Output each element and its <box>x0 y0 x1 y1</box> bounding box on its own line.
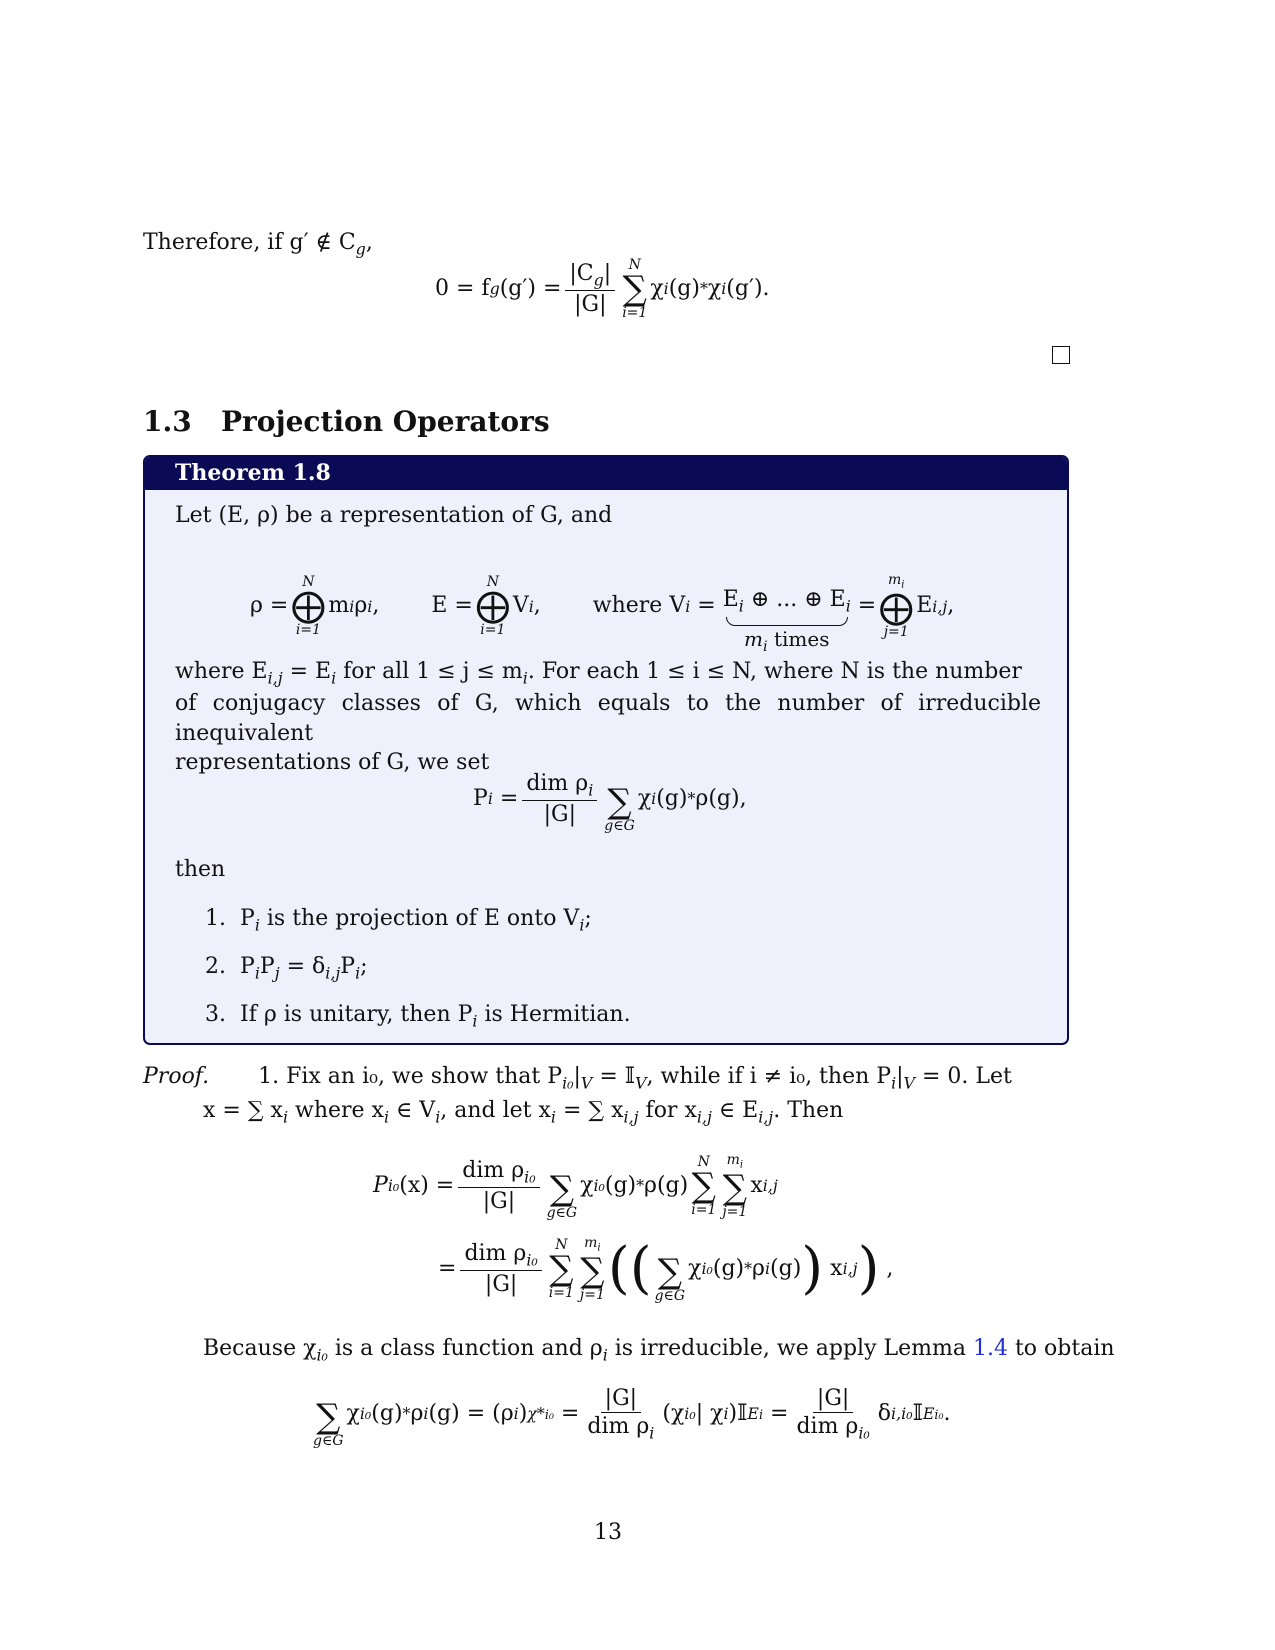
proof-line1: Proof. 1. Fix an i₀, we show that $P_{i_0}|_V$ = 𝕀$_V$, while if i ≠ i₀, then $P_i|_V = 0$. Let <box>143 1064 1012 1093</box>
theorem-item-1 <box>205 904 592 936</box>
eq1-body-rest: (g) <box>668 276 700 302</box>
brace-label: m <box>744 626 763 651</box>
eq1-body-end: (g′). <box>726 276 770 302</box>
proj-num: dim ρ <box>526 770 589 796</box>
theorem-then: then <box>175 857 226 882</box>
item-sub: i,j <box>325 963 341 983</box>
para-part: for all 1 ≤ j ≤ m <box>336 659 523 684</box>
proj-body-end: ρ(g), <box>695 786 747 812</box>
E-terms-sub: i <box>528 596 534 616</box>
proof-line2-end: . Then <box>773 1098 844 1123</box>
oplus-3: $m_i$ ⨁ j=1 <box>879 572 914 640</box>
item-sub: i <box>472 1011 478 1031</box>
intro-line: Therefore, if g′ ∉ $C_g$, <box>143 230 373 259</box>
oplus-1-top: N <box>302 574 315 591</box>
oplus-1-bot: i=1 <box>295 622 321 639</box>
proof-line1-rest: , while if i ≠ i₀, then P <box>646 1064 892 1089</box>
eq1-fraction: $\frac{|C_g|}{|G|}$ <box>565 260 615 319</box>
theorem-paragraph <box>175 657 1041 778</box>
qed-symbol <box>1052 346 1070 364</box>
oplus-2-top: N <box>486 574 499 591</box>
proof-line2-rest4: = ∑ x <box>562 1098 624 1123</box>
item-part: ; <box>584 906 592 931</box>
para-sub: i <box>522 668 528 688</box>
item-part: P <box>340 954 356 979</box>
item-part: is the projection of E onto V <box>259 906 580 931</box>
eq1-body-tail-sub: i <box>721 279 727 299</box>
item-part: = δ <box>279 954 326 979</box>
because-mid2: is irreducible, we apply Lemma <box>607 1336 973 1361</box>
proof-line2-rest3: , and let x <box>440 1098 551 1123</box>
theorem-header <box>145 457 1067 490</box>
proj-lhs-sub: i <box>487 789 493 809</box>
proj-sum: ∑ g∈G <box>604 782 635 834</box>
item-sub: i <box>355 963 361 983</box>
proof-equation-1: P i₀ (x) = $\frac{dim \rho_{i_0}}{|G|}$ ∑ g∈G χ i₀ (g) * ρ(g) N ∑ i=1 $m_i$ ∑ j=1 x i,j <box>373 1152 778 1221</box>
item-num: 2. <box>205 954 226 979</box>
underbrace <box>726 617 848 626</box>
page-number: 13 <box>594 1520 622 1545</box>
decomposition-equation: ρ = N ⨁ i=1 m i ρ i , E = N ⨁ i=1 V i , where V i = $E_i$ ⊕ ... ⊕ $E_i$ $m_i$ times = $m_i$ ⨁ j=1 E i,j , <box>250 555 954 657</box>
eq1-sum-bot: i=1 <box>622 305 648 321</box>
item-num: 1. <box>205 906 226 931</box>
final-term-sub: i,j <box>932 596 948 616</box>
E-terms: V <box>512 593 529 619</box>
rho-terms-rho-sub: i <box>367 596 373 616</box>
oplus-1: N ⨁ i=1 <box>291 574 326 639</box>
eq1-body: χ <box>650 276 664 302</box>
para-line: of conjugacy classes of G, which equals to the number of irreducible inequivalent <box>175 690 1041 746</box>
item-part: P <box>259 954 275 979</box>
section-title: Projection Operators <box>220 405 550 438</box>
theorem-line1: Let (E, ρ) be a representation of G, and <box>175 503 613 528</box>
eq1-lhs-arg: (g′) = <box>499 276 562 302</box>
para-part: = E <box>282 659 332 684</box>
because-mid: is a class function and ρ <box>327 1336 603 1361</box>
section-heading <box>143 403 550 441</box>
brace-label-end: times <box>773 626 830 651</box>
proj-body-sub: i <box>651 789 657 809</box>
proj-body: χ <box>637 786 652 812</box>
underbrace-group: $E_i$ ⊕ ... ⊕ $E_i$ $m_i$ times <box>722 587 851 655</box>
item-part: P <box>240 906 255 931</box>
item-sub: i <box>254 915 260 935</box>
proj-num-sub: i <box>588 780 594 800</box>
final-term: E <box>916 593 933 619</box>
proof-line1-text: 1. Fix an i₀, we show that P <box>258 1064 563 1089</box>
proof-line2-rest: where x <box>295 1098 384 1123</box>
intro-sub: g <box>355 239 366 259</box>
proof-label: Proof. <box>143 1064 210 1089</box>
item-part: is Hermitian. <box>477 1002 631 1027</box>
item-num: 3. <box>205 1002 226 1027</box>
brace-content: E <box>722 587 739 612</box>
theorem-box <box>143 455 1069 1045</box>
proof-line2-rest6: ∈ E <box>718 1098 759 1123</box>
oplus-3-top: m <box>887 572 902 589</box>
eq1-frac-num-sub: g <box>593 270 604 290</box>
E-lhs: E = <box>431 593 473 619</box>
rho-lhs: ρ = <box>250 593 289 619</box>
item-part: If ρ is unitary, then P <box>240 1002 473 1027</box>
proof-equation-3: ∑ g∈G χ i₀ (g) * ρ i (g) = (ρ i ) χ*i₀ = $\frac{|G|}{dim \rho_i}$ (χ i₀ | χ i )𝕀 Ei = $\frac{|G|}{dim \rho_{i_0}}$ δ i,i₀ 𝕀 Ei₀ . <box>313 1385 951 1449</box>
proof-line1-end: = 0. Let <box>921 1064 1012 1089</box>
oplus-2-bot: i=1 <box>480 622 506 639</box>
proj-lhs: P <box>473 786 488 812</box>
eq1-body-tail: χ <box>707 276 722 302</box>
because-text: Because χ <box>203 1336 317 1361</box>
para-part: . For each 1 ≤ i ≤ N, where N is the number <box>527 659 1022 684</box>
where-V-sub: i <box>685 596 691 616</box>
intro-text: Therefore, if g′ ∉ C <box>143 230 356 255</box>
eq1-sum-top: N <box>628 257 641 273</box>
item-part: P <box>240 954 255 979</box>
para-sub: i,j <box>267 668 283 688</box>
where-V: where V <box>592 593 686 619</box>
theorem-label: Theorem 1.8 <box>175 460 331 486</box>
oplus-3-bot: j=1 <box>883 623 909 640</box>
rho-terms-m-sub: i <box>349 596 355 616</box>
proj-sum-bot: g∈G <box>604 818 635 834</box>
eq1-body-sub: i <box>663 279 669 299</box>
item-part: ; <box>360 954 368 979</box>
item-sub: i <box>254 963 260 983</box>
eq1-body-sup: * <box>699 279 708 299</box>
item-sub: j <box>274 963 280 983</box>
item-sub: i <box>579 915 585 935</box>
rho-terms-m: m <box>328 593 350 619</box>
brace-label-sub: i <box>762 638 768 655</box>
proof-line2-text: x = ∑ x <box>203 1098 283 1123</box>
proof-equation-2: = $\frac{dim \rho_{i_0}}{|G|}$ N ∑ i=1 $m_i$ ∑ j=1 (( ∑ g∈G χ i₀ (g) * ρ i (g) ) x i,j ) , <box>438 1235 894 1304</box>
proj-den: |G| <box>543 801 576 827</box>
because-line: Because $\chi_{i_0}$ is a class function and $\rho_i$ is irreducible, we apply Lemma 1.4 to obtain <box>203 1336 1115 1365</box>
proj-body-rest: (g) <box>656 786 688 812</box>
proj-fraction <box>522 770 597 829</box>
oplus-2: N ⨁ i=1 <box>475 574 510 639</box>
eq1-lhs-sub: g <box>489 279 500 299</box>
because-end: to obtain <box>1007 1336 1115 1361</box>
proj-body-sup: * <box>687 789 696 809</box>
brace-mid: ⊕ ... ⊕ E <box>750 587 846 612</box>
equation-orthogonality <box>435 258 770 320</box>
para-line: representations of G, we set <box>175 750 490 776</box>
theorem-item-3 <box>205 1000 631 1032</box>
section-number: 1.3 <box>143 405 192 438</box>
theorem-item-2 <box>205 952 368 984</box>
where-eq: = <box>697 593 716 619</box>
rho-terms-rho: ρ <box>354 593 368 619</box>
proof-line2-rest2: ∈ V <box>396 1098 436 1123</box>
para-sub: i <box>331 668 337 688</box>
eq1-frac-num: |C <box>569 260 594 286</box>
proof-line2-rest5: for x <box>645 1098 697 1123</box>
eq1-sum: N ∑ i=1 <box>622 257 648 321</box>
eq1-lhs: 0 = f <box>435 276 490 302</box>
oplus-3-top-sub: i <box>901 579 905 591</box>
eq1-frac-den: |G| <box>574 291 607 317</box>
projection-equation: P i = $\frac{dim \rho_i}{|G|}$ ∑ g∈G χ i (g) * ρ(g), <box>473 770 747 834</box>
proof-line2: x = ∑ $x_i$ where $x_i$ ∈ $V_i$, and let $x_i$ = ∑ $x_{i,j}$ for $x_{i,j}$ ∈ $E_{i,j}$. Then <box>203 1098 844 1127</box>
lemma-link[interactable]: 1.4 <box>972 1336 1008 1361</box>
para-part: where E <box>175 659 268 684</box>
